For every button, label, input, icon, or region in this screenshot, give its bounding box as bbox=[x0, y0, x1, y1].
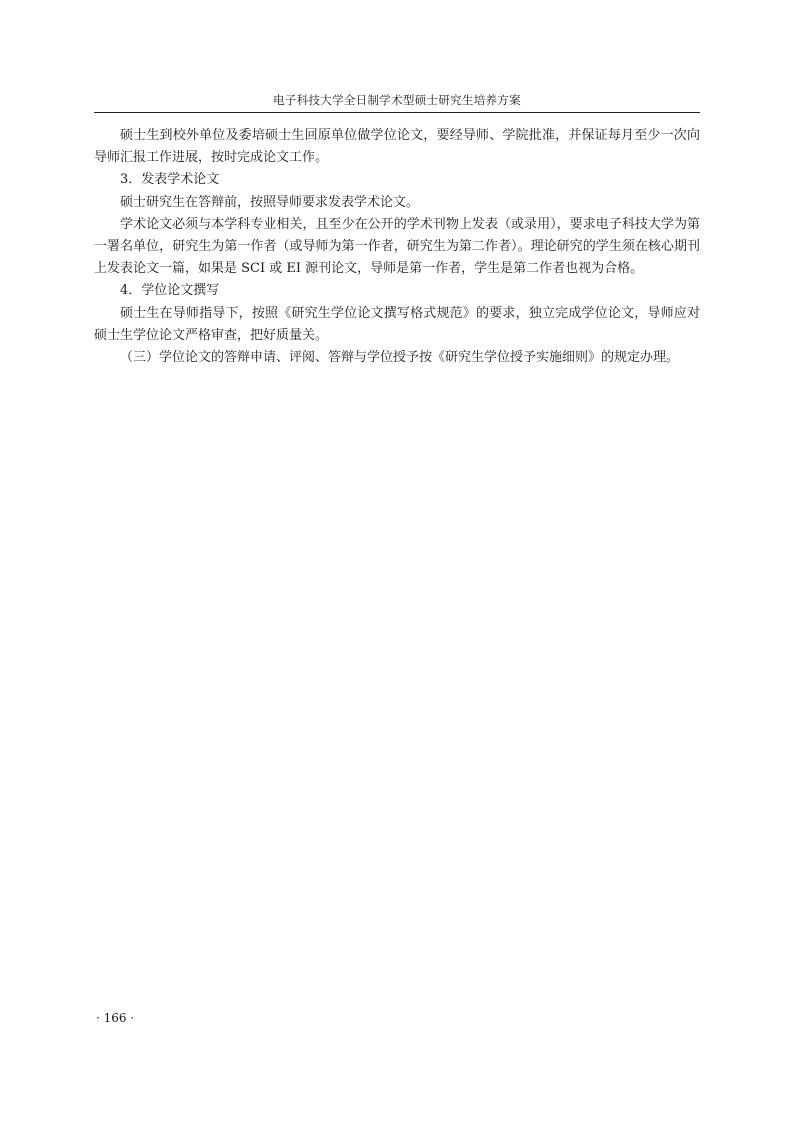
running-header: 电子科技大学全日制学术型硕士研究生培养方案 bbox=[273, 93, 521, 107]
paragraph-paper-criteria: 学术论文必须与本学科专业相关，且至少在公开的学术刊物上发表（或录用），要求电子科技大学为第一署名单位，研究生为第一作者（或导师为第一作者，研究生为第二作者）。理论研究的学生须在核心期刊上发表论文一篇，如果是 SCI 或 EI 源刊论文，导师是第一作者，学生是第二作者也视为合格。 bbox=[94, 216, 700, 277]
paragraph-defense-and-degree: （三）学位论文的答辩申请、评阅、答辩与学位授予按《研究生学位授予实施细则》的规定办理。 bbox=[120, 350, 680, 366]
paragraph-offsite-thesis: 硕士生到校外单位及委培硕士生回原单位做学位论文，要经导师、学院批准，并保证每月至少一次向导师汇报工作进展，按时完成论文工作。 bbox=[94, 128, 700, 166]
page-number: · 166 · bbox=[96, 1011, 135, 1025]
paragraph-thesis-writing: 硕士生在导师指导下，按照《研究生学位论文撰写格式规范》的要求，独立完成学位论文，导师应对硕士生学位论文严格审查，把好质量关。 bbox=[94, 305, 700, 343]
section-heading-thesis-writing: 4．学位论文撰写 bbox=[120, 283, 220, 299]
section-heading-publish-papers: 3．发表学术论文 bbox=[120, 172, 220, 188]
header-rule bbox=[94, 112, 700, 113]
paragraph-publish-requirement: 硕士研究生在答辩前，按照导师要求发表学术论文。 bbox=[120, 194, 420, 210]
document-body bbox=[94, 125, 700, 369]
